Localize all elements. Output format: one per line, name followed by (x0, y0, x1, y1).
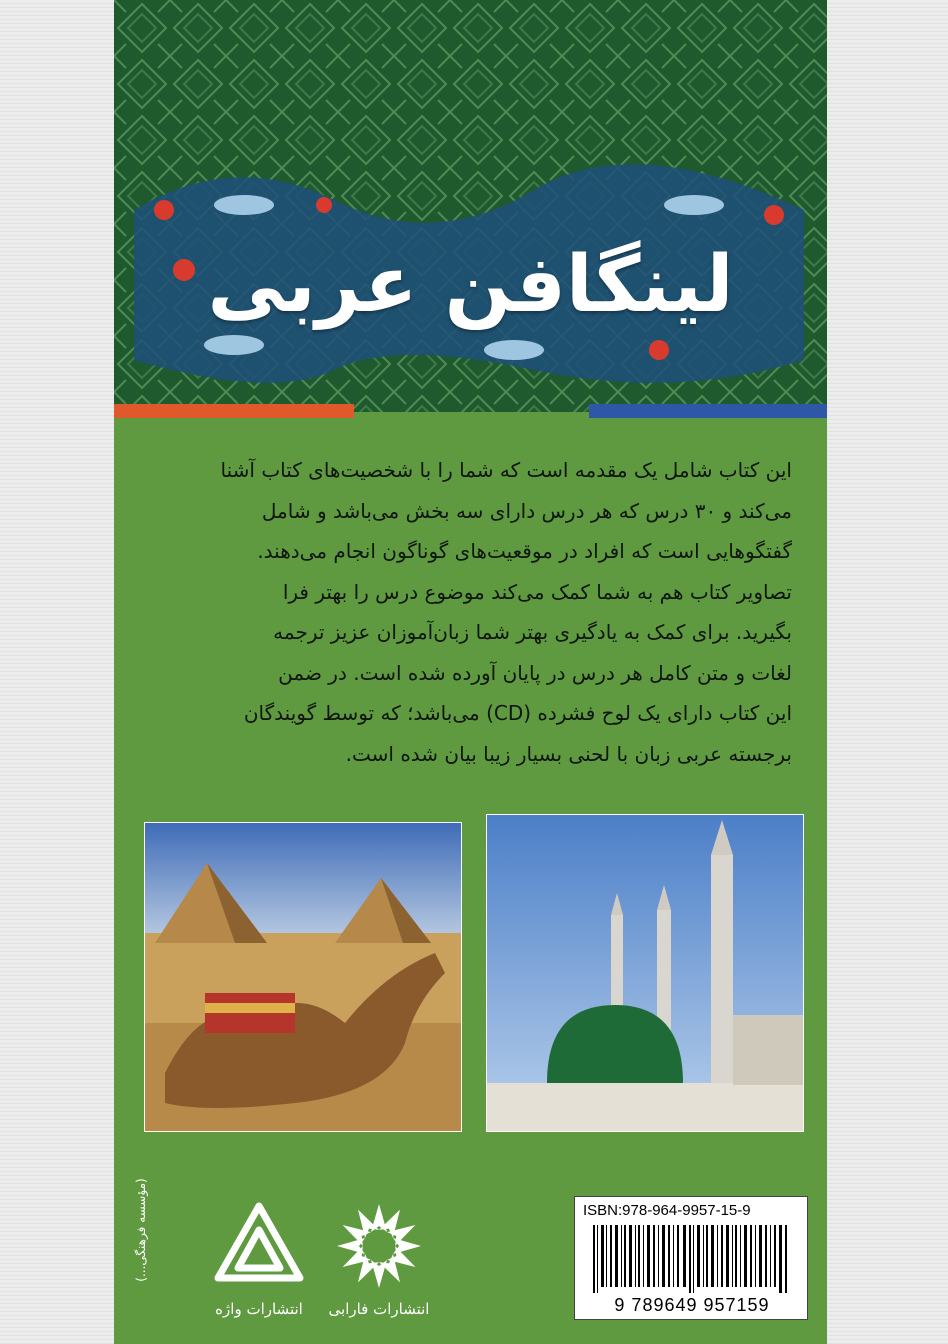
description-line: بگیرید. برای کمک به یادگیری بهتر شما زبان‌آموزان عزیز ترجمه (273, 620, 792, 644)
description-line: این کتاب شامل یک مقدمه است که شما را با شخصیت‌های کتاب آشنا (220, 458, 792, 482)
ornamental-header (114, 0, 827, 412)
geometric-pattern (114, 0, 827, 412)
description-line: لغات و متن کامل هر درس در پایان آورده شده است. در ضمن (278, 660, 792, 685)
orange-stripe (114, 404, 354, 418)
description-line: برجسته عربی زبان با لحنی بسیار زیبا بیان شده است. (345, 741, 792, 766)
triangle-logo-icon (204, 1196, 314, 1296)
description-line: گفتگوهایی است که افراد در موقعیت‌های گوناگون انجام می‌دهند. (257, 539, 792, 563)
isbn-digits: 9 789649 957159 (614, 1295, 770, 1315)
description-line: می‌کند و ۳۰ درس که هر درس دارای سه بخش می‌باشد و شامل (261, 498, 792, 523)
farabi-publisher-logo (324, 1196, 434, 1326)
star-logo-icon (324, 1196, 434, 1296)
description (152, 450, 792, 774)
mosque-photo (486, 814, 804, 1132)
pyramids-camel-photo (144, 822, 462, 1132)
side-publisher-code: (مؤسسه فرهنگی...) (134, 1178, 148, 1282)
description-line: این کتاب دارای یک لوح فشرده (CD) می‌باشد؛ که توسط گویندگان (243, 701, 792, 725)
farabi-caption: انتشارات فارابی (328, 1300, 430, 1318)
isbn-barcode (574, 1196, 808, 1320)
isbn-label: ISBN:978-964-9957-15-9 (583, 1202, 751, 1219)
book-title: لینگافن عربی (207, 240, 734, 330)
vajeh-publisher-logo (204, 1196, 314, 1326)
blue-stripe (589, 404, 827, 418)
book-back-cover (114, 0, 827, 1344)
vajeh-caption: انتشارات واژه (215, 1300, 303, 1318)
description-line: تصاویر کتاب هم به شما کمک می‌کند موضوع درس را بهتر فرا (282, 579, 792, 604)
